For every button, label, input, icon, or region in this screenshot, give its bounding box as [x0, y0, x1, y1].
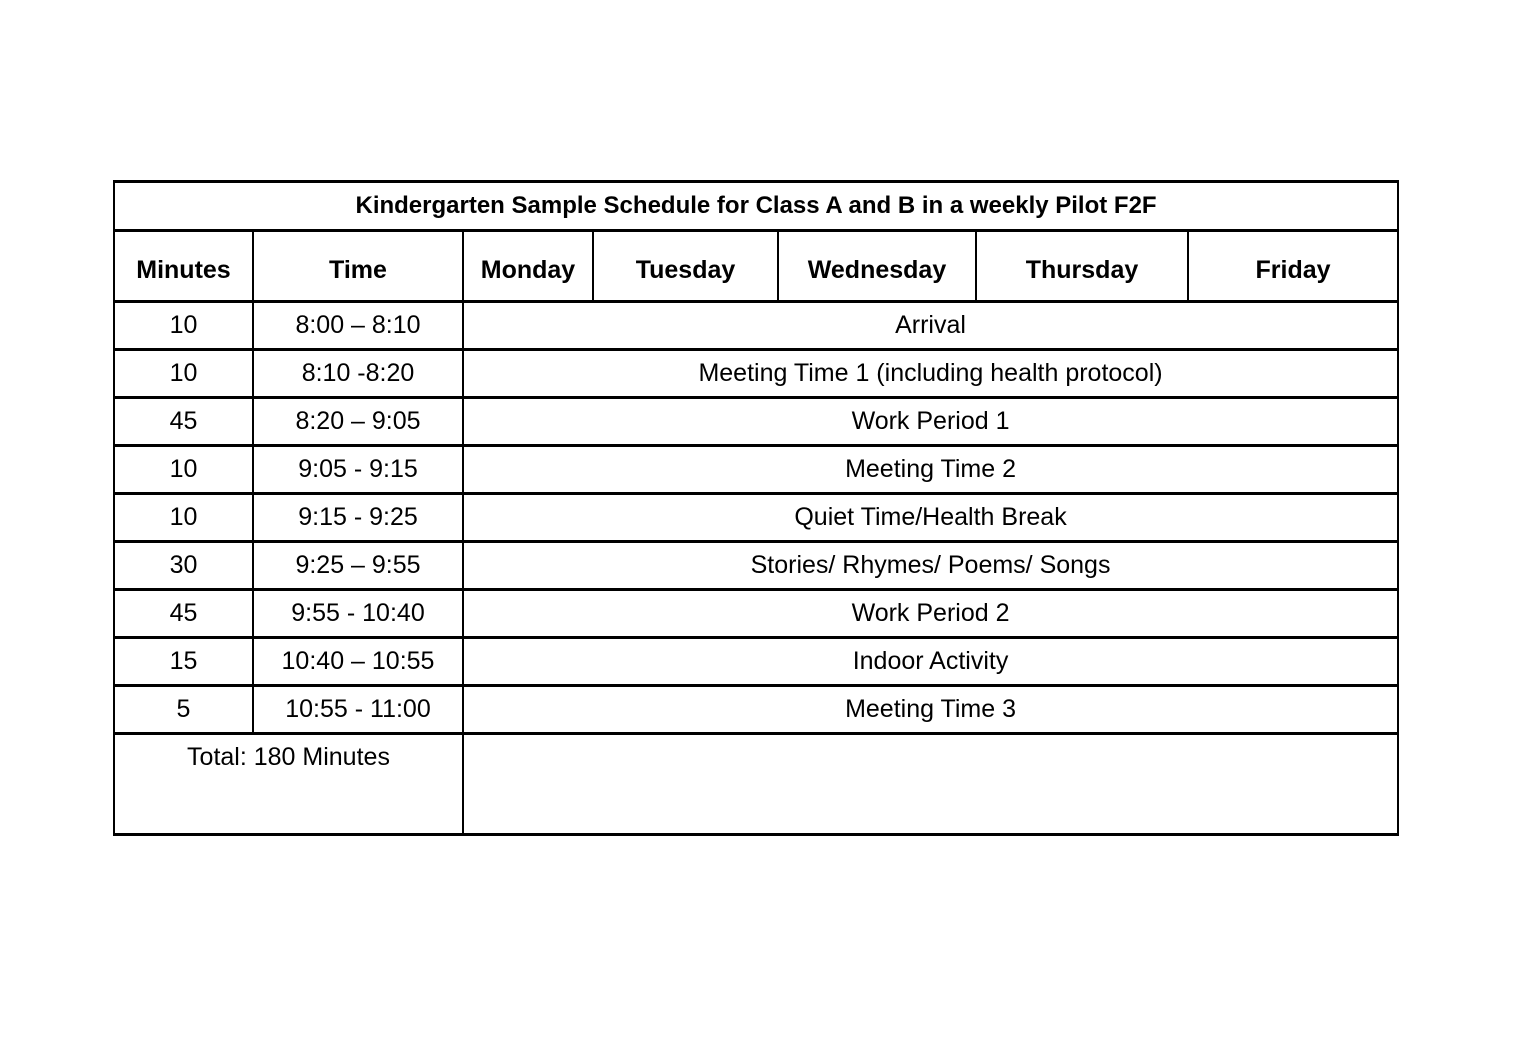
col-header-time: Time: [253, 231, 463, 302]
time-cell: 9:15 - 9:25: [253, 494, 463, 542]
table-row: [114, 446, 1398, 494]
kindergarten-schedule-table: [113, 180, 1399, 836]
table-header-row: [114, 231, 1398, 302]
time-cell: 8:00 – 8:10: [253, 302, 463, 350]
table-row: [114, 302, 1398, 350]
activity-cell: Indoor Activity: [463, 638, 1398, 686]
table-row: [114, 542, 1398, 590]
activity-cell: Meeting Time 2: [463, 446, 1398, 494]
minutes-cell: 30: [114, 542, 253, 590]
table-row: [114, 494, 1398, 542]
col-header-tuesday: Tuesday: [593, 231, 778, 302]
time-cell: 8:10 -8:20: [253, 350, 463, 398]
time-cell: 9:05 - 9:15: [253, 446, 463, 494]
minutes-cell: 10: [114, 302, 253, 350]
col-header-monday: Monday: [463, 231, 593, 302]
minutes-cell: 45: [114, 590, 253, 638]
table-total-row: [114, 734, 1398, 835]
col-header-thursday: Thursday: [976, 231, 1188, 302]
activity-cell: Meeting Time 1 (including health protocol): [463, 350, 1398, 398]
activity-cell: Work Period 1: [463, 398, 1398, 446]
col-header-wednesday: Wednesday: [778, 231, 976, 302]
empty-cell: [463, 734, 1398, 835]
activity-cell: Work Period 2: [463, 590, 1398, 638]
time-cell: 10:55 - 11:00: [253, 686, 463, 734]
table-title: Kindergarten Sample Schedule for Class A and B in a weekly Pilot F2F: [114, 182, 1398, 231]
minutes-cell: 10: [114, 446, 253, 494]
minutes-cell: 10: [114, 494, 253, 542]
activity-cell: Arrival: [463, 302, 1398, 350]
activity-cell: Quiet Time/Health Break: [463, 494, 1398, 542]
minutes-cell: 45: [114, 398, 253, 446]
time-cell: 8:20 – 9:05: [253, 398, 463, 446]
activity-cell: Meeting Time 3: [463, 686, 1398, 734]
minutes-cell: 5: [114, 686, 253, 734]
time-cell: 10:40 – 10:55: [253, 638, 463, 686]
time-cell: 9:25 – 9:55: [253, 542, 463, 590]
table-row: [114, 590, 1398, 638]
table-row: [114, 686, 1398, 734]
table-row: [114, 398, 1398, 446]
col-header-minutes: Minutes: [114, 231, 253, 302]
minutes-cell: 10: [114, 350, 253, 398]
time-cell: 9:55 - 10:40: [253, 590, 463, 638]
activity-cell: Stories/ Rhymes/ Poems/ Songs: [463, 542, 1398, 590]
minutes-cell: 15: [114, 638, 253, 686]
table-row: [114, 638, 1398, 686]
total-cell: Total: 180 Minutes: [114, 734, 463, 835]
col-header-friday: Friday: [1188, 231, 1398, 302]
table-row: [114, 350, 1398, 398]
table-title-row: [114, 182, 1398, 231]
